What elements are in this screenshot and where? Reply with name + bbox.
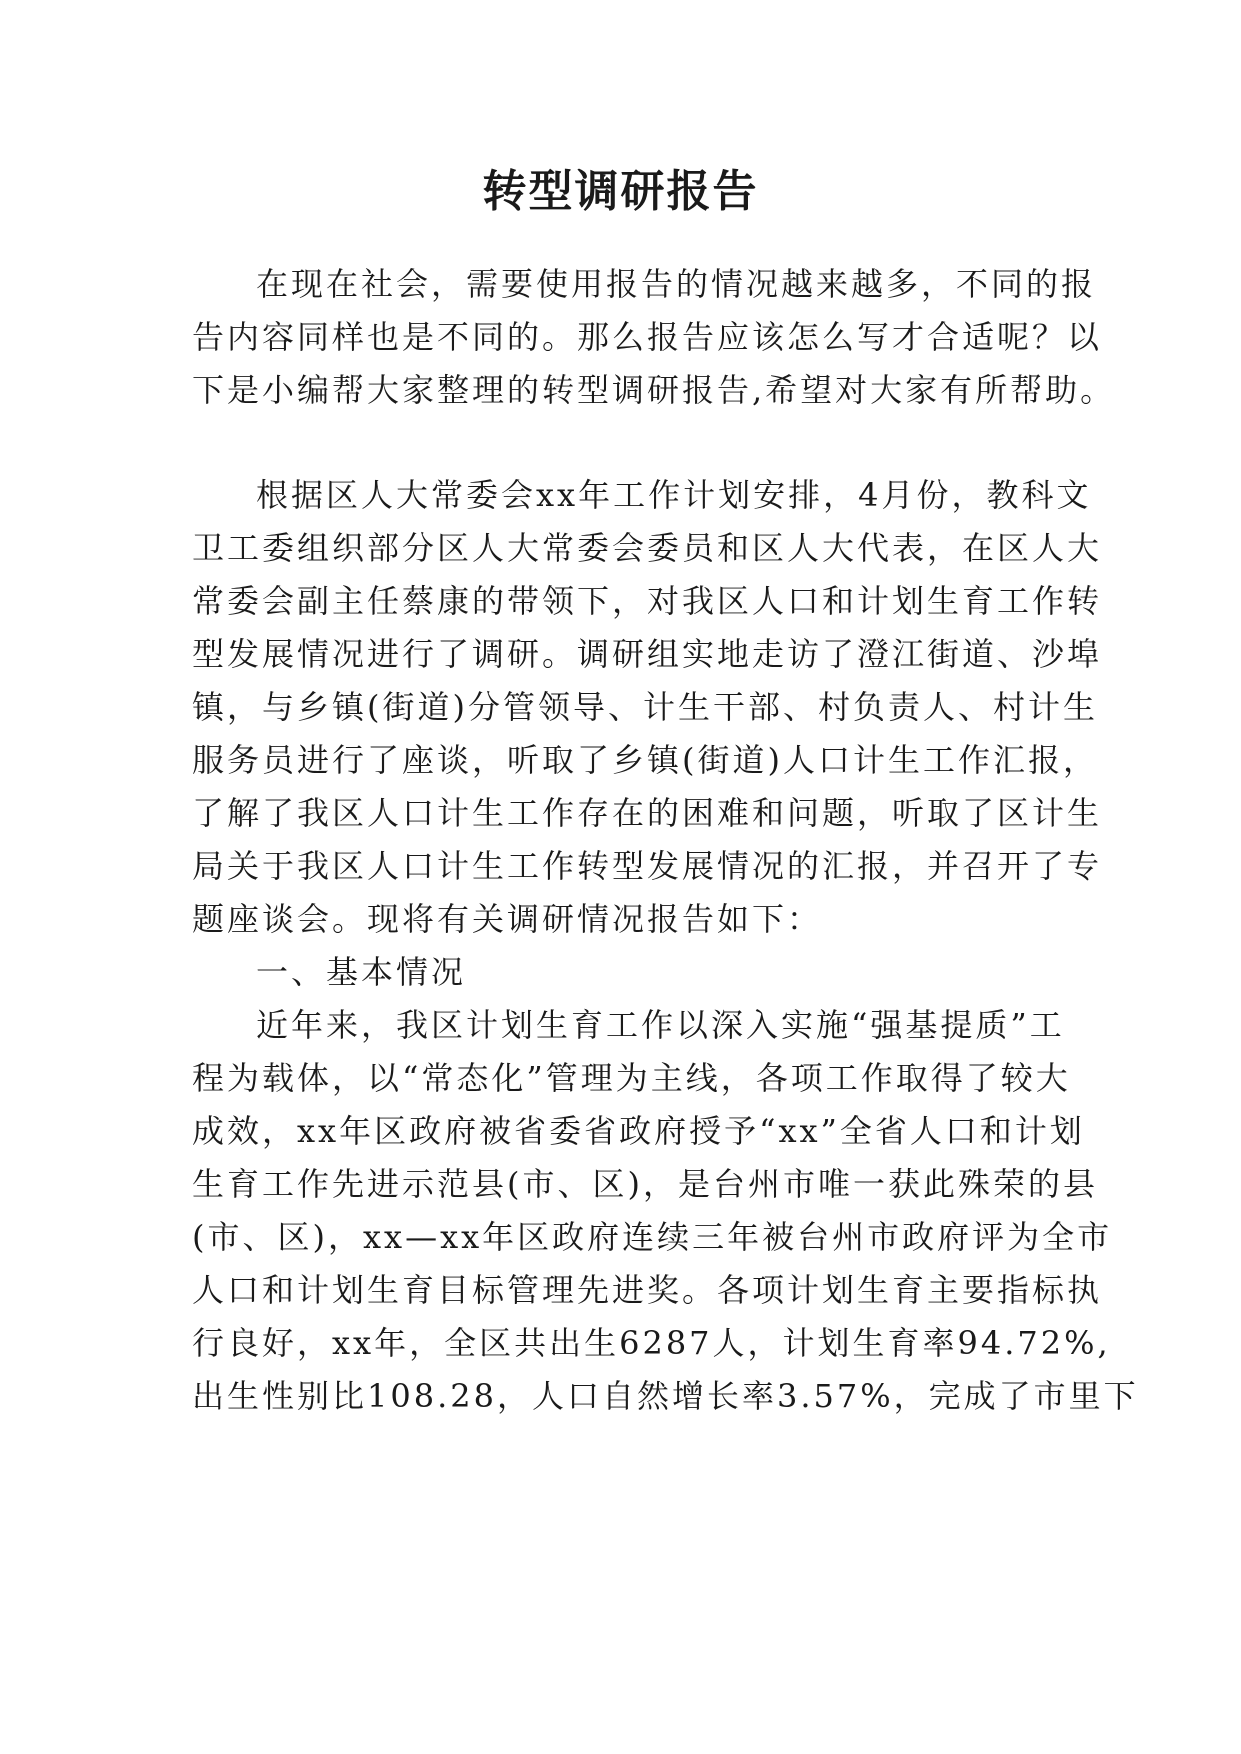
- document-title: 转型调研报告: [482, 166, 759, 217]
- section-heading: 一、基本情况: [256, 953, 467, 991]
- paragraph-line: 局关于我区人口计生工作转型发展情况的汇报，并召开了专: [192, 847, 1103, 885]
- paragraph-line: 行良好，xx年，全区共出生6287人，计划生育率94.72%,: [192, 1324, 1111, 1362]
- paragraph-line: 了解了我区人口计生工作存在的困难和问题，听取了区计生: [192, 794, 1103, 832]
- paragraph-line: 根据区人大常委会xx年工作计划安排，4月份，教科文: [256, 476, 1092, 514]
- paragraph-line: 近年来，我区计划生育工作以深入实施“强基提质”工: [256, 1006, 1065, 1044]
- paragraph-line: 常委会副主任蔡康的带领下，对我区人口和计划生育工作转: [192, 582, 1103, 620]
- paragraph-line: 镇，与乡镇(街道)分管领导、计生干部、村负责人、村计生: [192, 688, 1098, 726]
- paragraph-line: 成效，xx年区政府被省委省政府授予“xx”全省人口和计划: [192, 1112, 1085, 1150]
- paragraph-line: 生育工作先进示范县(市、区)，是台州市唯一获此殊荣的县: [192, 1165, 1098, 1203]
- paragraph-line: 题座谈会。现将有关调研情况报告如下：: [192, 900, 823, 938]
- paragraph-line: 程为载体，以“常态化”管理为主线，各项工作取得了较大: [192, 1059, 1071, 1097]
- paragraph-line: 型发展情况进行了调研。调研组实地走访了澄江街道、沙埠: [192, 635, 1103, 673]
- paragraph-line: 下是小编帮大家整理的转型调研报告,希望对大家有所帮助。: [192, 371, 1116, 409]
- paragraph-line: 告内容同样也是不同的。那么报告应该怎么写才合适呢？以: [192, 318, 1103, 356]
- paragraph-line: 出生性别比108.28，人口自然增长率3.57%，完成了市里下: [192, 1377, 1139, 1415]
- paragraph-line: 服务员进行了座谈，听取了乡镇(街道)人口计生工作汇报，: [192, 741, 1098, 779]
- paragraph-line: (市、区)，xx—xx年区政府连续三年被台州市政府评为全市: [192, 1218, 1113, 1256]
- paragraph-line: 人口和计划生育目标管理先进奖。各项计划生育主要指标执: [192, 1271, 1103, 1309]
- paragraph-line: 卫工委组织部分区人大常委会委员和区人大代表，在区人大: [192, 529, 1103, 567]
- paragraph-line: 在现在社会，需要使用报告的情况越来越多，不同的报: [256, 265, 1097, 303]
